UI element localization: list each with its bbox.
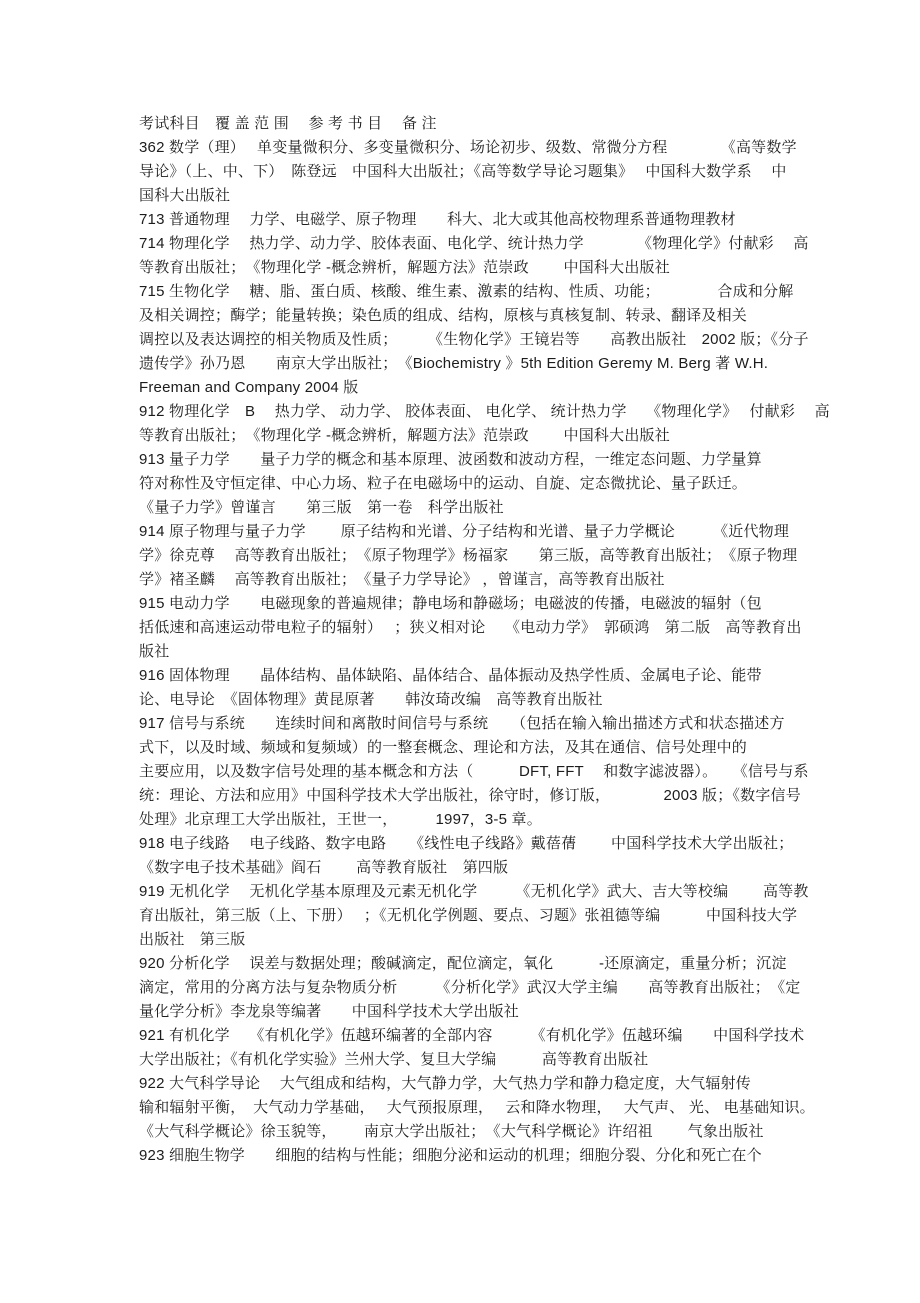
doc-line: 915 电动力学 电磁现象的普遍规律；静电场和静磁场；电磁波的传播，电磁波的辐射（包 (139, 595, 762, 612)
doc-line: 及相关调控；酶学；能量转换；染色质的组成、结构，原核与真核复制、转录、翻译及相关 (139, 307, 748, 324)
doc-line: 912 物理化学 B 热力学、 动力学、 胶体表面、 电化学、 统计热力学 《物理化学》 付献彩 高 (139, 403, 830, 420)
doc-line: 学》褚圣麟 高等教育出版社； 《量子力学导论》 ，曾谨言，高等教育出版社 (139, 571, 665, 588)
doc-line: 917 信号与系统 连续时间和离散时间信号与系统 （包括在输入输出描述方式和状态描述方 (139, 715, 785, 732)
doc-line: 输和辐射平衡， 大气动力学基础， 大气预报原理， 云和降水物理， 大气声、 光、 电基础知识。 (139, 1099, 815, 1116)
doc-line: 920 分析化学 误差与数据处理；酸碱滴定，配位滴定，氧化 -还原滴定，重量分析；沉淀 (139, 955, 787, 972)
doc-line: 大学出版社；《有机化学实验》兰州大学、复旦大学编 高等教育出版社 (139, 1051, 649, 1068)
doc-line: 918 电子线路 电子线路、数字电路 《线性电子线路》戴蓓蒨 中国科学技术大学出版社； (139, 835, 794, 852)
doc-line: 主要应用，以及数字信号处理的基本概念和方法（ DFT, FFT 和数字滤波器）。 《信号与系 (139, 763, 809, 780)
table-header-line: 考试科目 覆 盖 范 围 参 考 书 目 备 注 (139, 115, 437, 132)
doc-line: 923 细胞生物学 细胞的结构与性能；细胞分泌和运动的机理；细胞分裂、分化和死亡在个 (139, 1147, 762, 1164)
doc-line: 919 无机化学 无机化学基本原理及元素无机化学 《无机化学》武大、吉大等校编 高等教 (139, 883, 809, 900)
doc-line: 论、电导论 《固体物理》黄昆原著 韩汝琦改编 高等教育出版社 (139, 691, 603, 708)
doc-line: 导论》（上、中、下） 陈登远 中国科大出版社；《高等数学导论习题集》 中国科大数学系 中 (139, 163, 787, 180)
doc-line: 916 固体物理 晶体结构、晶体缺陷、晶体结合、晶体振动及热学性质、金属电子论、能带 (139, 667, 762, 684)
doc-line: 调控以及表达调控的相关物质及性质； 《生物化学》王镜岩等 高教出版社 2002 版；《分子 (139, 331, 809, 348)
document-lines (139, 136, 830, 1168)
doc-line: 等教育出版社； 《物理化学 -概念辨析，解题方法》范崇政 中国科大出版社 (139, 427, 670, 444)
doc-line: 913 量子力学 量子力学的概念和基本原理、波函数和波动方程，一维定态问题、力学量算 (139, 451, 762, 468)
doc-line: 符对称性及守恒定律、中心力场、粒子在电磁场中的运动、自旋、定态微扰论、量子跃迁。 (139, 475, 748, 492)
doc-line: 914 原子物理与量子力学 原子结构和光谱、分子结构和光谱、量子力学概论 《近代物理 (139, 523, 790, 540)
doc-line: 《数字电子技术基础》阎石 高等教育版社 第四版 (139, 859, 509, 876)
doc-line: 版社 (139, 643, 170, 660)
doc-line: 括低速和高速运动带电粒子的辐射） ；狭义相对论 《电动力学》 郭硕鸿 第二版 高等教育出 (139, 619, 802, 636)
doc-line: Freeman and Company 2004 版 (139, 379, 359, 396)
doc-line: 量化学分析》李龙泉等编著 中国科学技术大学出版社 (139, 1003, 520, 1020)
doc-line: 715 生物化学 糖、脂、蛋白质、核酸、维生素、激素的结构、性质、功能； 合成和分解 (139, 283, 794, 300)
doc-line: 育出版社，第三版（上、下册） ；《无机化学例题、要点、习题》张祖德等编 中国科技大学 (139, 907, 798, 924)
doc-line: 滴定，常用的分离方法与复杂物质分析 《分析化学》武汉大学主编 高等教育出版社； 《定 (139, 979, 801, 996)
doc-line: 统：理论、方法和应用》中国科学技术大学出版社，徐守时，修订版， 2003 版；《数字信号 (139, 787, 801, 804)
doc-line: 出版社 第三版 (139, 931, 246, 948)
doc-line: 式下，以及时域、频域和复频域）的一整套概念、理论和方法，及其在通信、信号处理中的 (139, 739, 748, 756)
doc-line: 713 普通物理 力学、电磁学、原子物理 科大、北大或其他高校物理系普通物理教材 (139, 211, 736, 228)
doc-line: 学》徐克尊 高等教育出版社； 《原子物理学》杨福家 第三版，高等教育出版社； 《原子物理 (139, 547, 798, 564)
doc-line: 922 大气科学导论 大气组成和结构，大气静力学，大气热力学和静力稳定度，大气辐射传 (139, 1075, 751, 1092)
doc-line: 714 物理化学 热力学、动力学、胶体表面、电化学、统计热力学 《物理化学》付献彩 高 (139, 235, 809, 252)
doc-line: 等教育出版社； 《物理化学 -概念辨析，解题方法》范崇政 中国科大出版社 (139, 259, 670, 276)
doc-line: 《大气科学概论》徐玉貌等， 南京大学出版社； 《大气科学概论》许绍祖 气象出版社 (139, 1123, 764, 1140)
doc-line: 处理》北京理工大学出版社，王世一， 1997，3-5 章。 (139, 811, 542, 828)
document-body (139, 112, 830, 1168)
doc-line: 遗传学》孙乃恩 南京大学出版社； 《Biochemistry 》5th Edition Geremy M. Berg 著 W.H. (139, 355, 769, 372)
doc-line: 国科大出版社 (139, 187, 231, 204)
doc-line: 362 数学（理） 单变量微积分、多变量微积分、场论初步、级数、常微分方程 《高等数学 (139, 139, 797, 156)
doc-line: 921 有机化学 《有机化学》伍越环编著的全部内容 《有机化学》伍越环编 中国科学技术 (139, 1027, 805, 1044)
doc-line: 《量子力学》曾谨言 第三版 第一卷 科学出版社 (139, 499, 504, 516)
